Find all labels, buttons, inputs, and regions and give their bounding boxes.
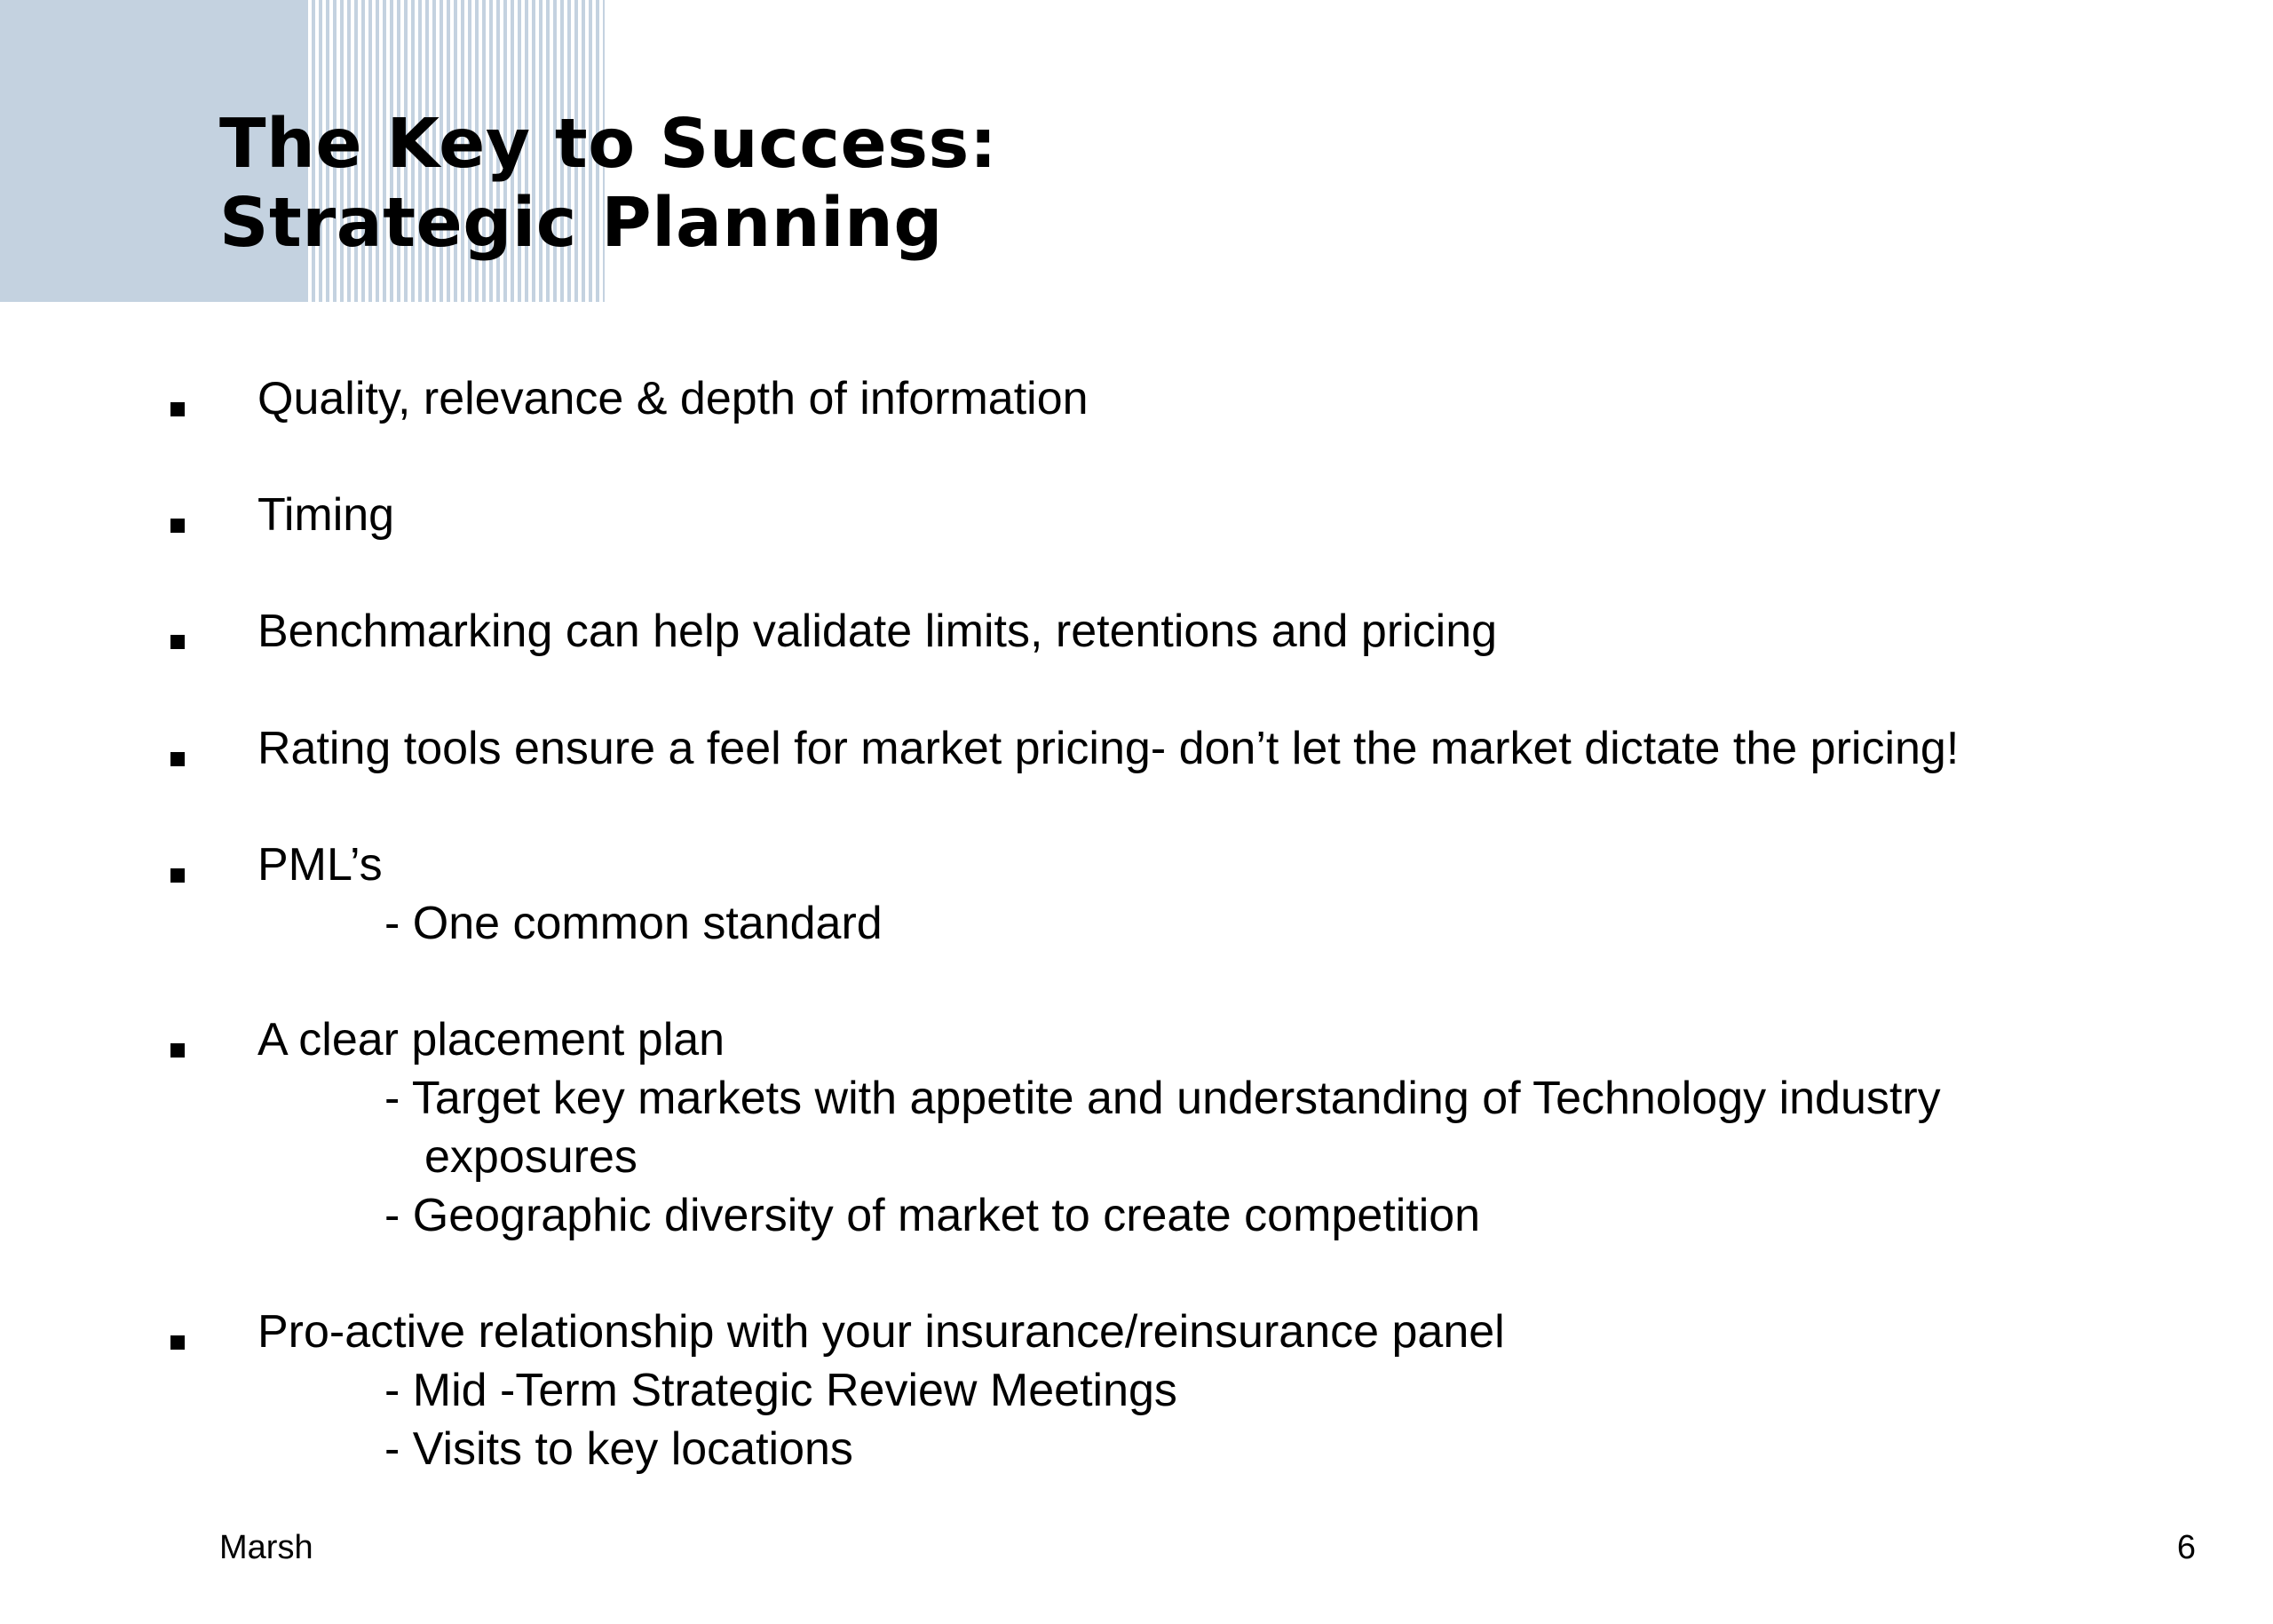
footer-company: Marsh xyxy=(219,1529,313,1566)
sub-bullet-text: - Mid -Term Strategic Review Meetings xyxy=(384,1365,1177,1416)
bullet-text: A clear placement plan xyxy=(257,1014,725,1066)
bullet-text: Benchmarking can help validate limits, retentions and pricing xyxy=(257,606,1498,657)
page-number: 6 xyxy=(2176,1529,2196,1566)
bullet-marker-icon xyxy=(170,752,185,766)
bullet-marker-icon xyxy=(170,1335,185,1350)
sub-bullet-text: - Geographic diversity of market to create competition xyxy=(384,1190,1481,1241)
bullet-marker-icon xyxy=(170,868,185,883)
bullet-marker-icon xyxy=(170,1043,185,1058)
bullet-marker-icon xyxy=(170,402,185,416)
sub-bullet-text: - Target key markets with appetite and understanding of Technology industry xyxy=(384,1073,1941,1124)
bullet-text: Rating tools ensure a feel for market pricing- don’t let the market dictate the pricing! xyxy=(257,723,1960,774)
bullet-marker-icon xyxy=(170,635,185,649)
bullet-text: Timing xyxy=(257,489,395,541)
slide-title-line-2: Strategic Planning xyxy=(219,184,943,263)
bullet-marker-icon xyxy=(170,519,185,533)
sub-bullet-text: - Visits to key locations xyxy=(384,1423,853,1475)
sub-bullet-text: - One common standard xyxy=(384,898,883,949)
bullet-text: Pro-active relationship with your insurance/reinsurance panel xyxy=(257,1306,1505,1358)
bullet-text: Quality, relevance & depth of information xyxy=(257,373,1089,424)
bullet-text: PML’s xyxy=(257,839,383,891)
slide-title-line-1: The Key to Success: xyxy=(219,105,998,184)
sub-bullet-continuation: exposures xyxy=(424,1131,638,1183)
